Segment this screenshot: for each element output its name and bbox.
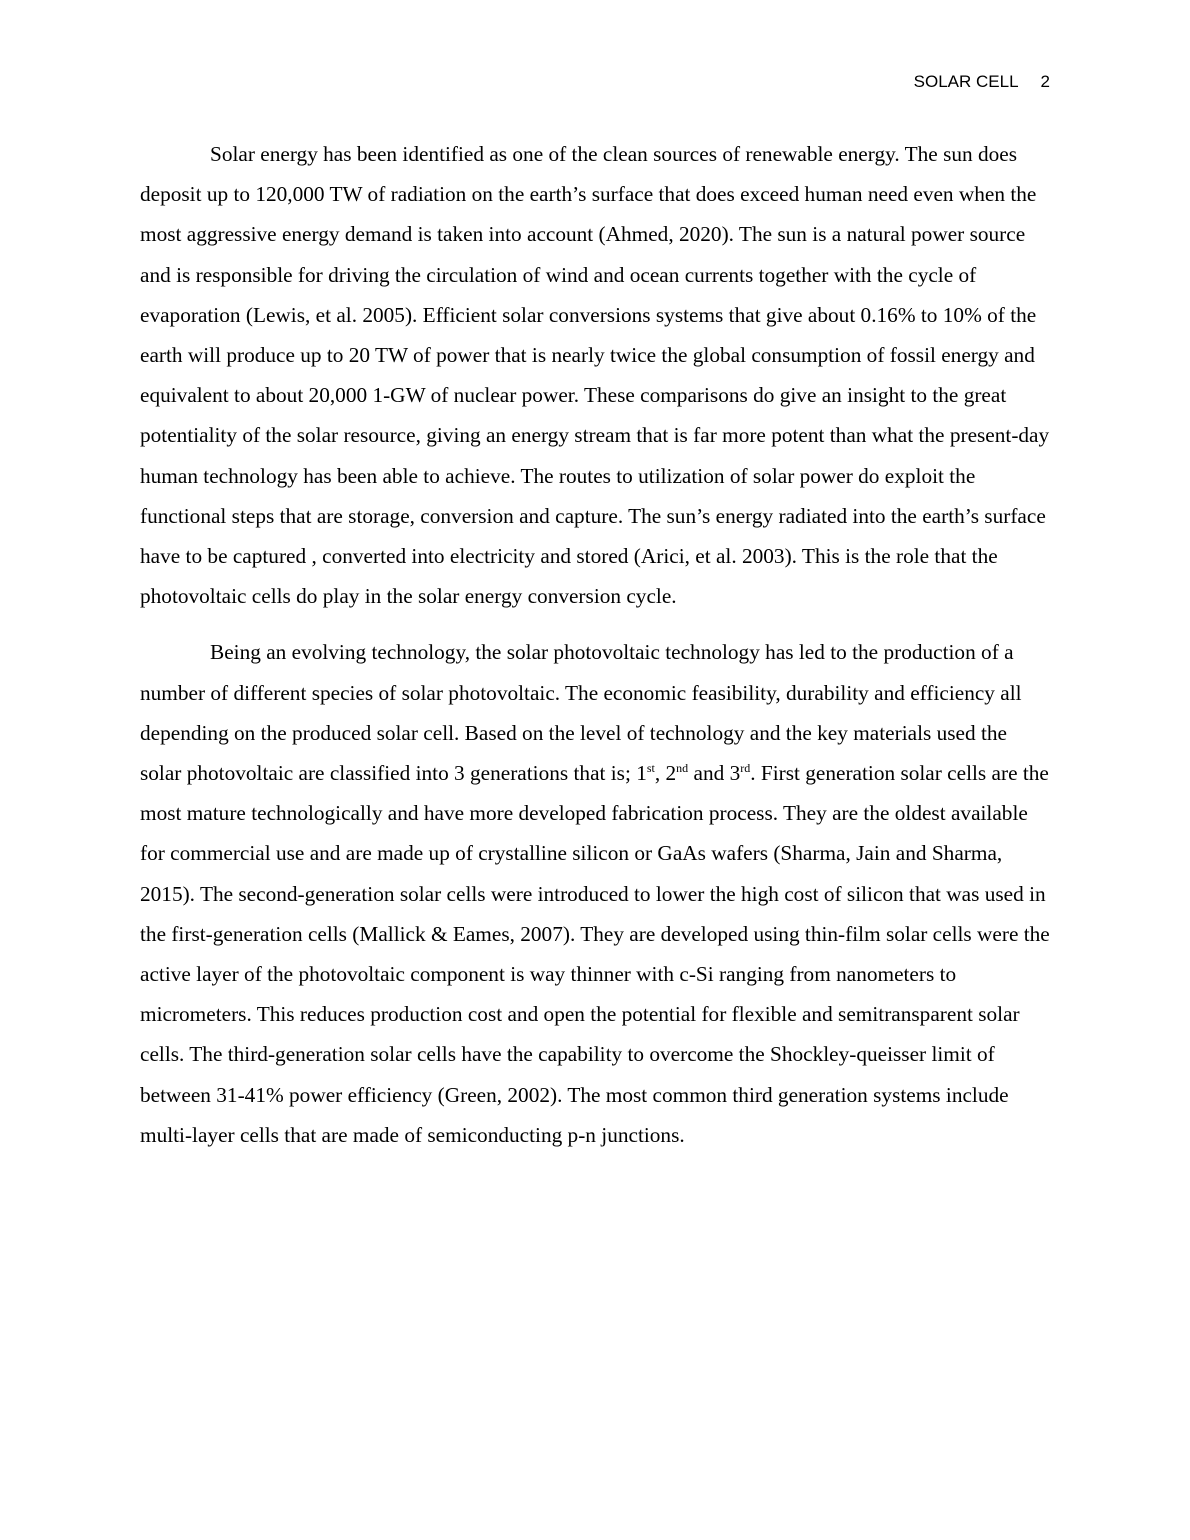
paragraph-2-rest: . First generation solar cells are the most mature technologically and have more developed fabrication process. They are the oldest available for commercial use and are made up of crystalline silicon or GaAs wafers (Sharma, Jain and Sharma, 2015). The second-generation solar cells were introduced to lower the high cost of silicon that was used in the first-generation cells (Mallick & Eames, 2007). They are developed using thin-film solar cells were the active layer of the photovoltaic component is way thinner with c-Si ranging from nanometers to micrometers. This reduces production cost and open the potential for flexible and semitransparent solar cells. The third-generation solar cells have the capability to overcome the Shockley-queisser limit of between 31-41% power efficiency (Green, 2002). The most common third generation systems include multi-layer cells that are made of semiconducting p-n junctions. — [140, 761, 1050, 1147]
running-head-title: SOLAR CELL — [913, 72, 1019, 91]
document-body — [140, 134, 1052, 1155]
running-head — [914, 72, 1050, 92]
superscript-nd: nd — [676, 761, 689, 776]
paragraph-1: Solar energy has been identified as one of the clean sources of renewable energy. The sun does deposit up to 120,000 TW of radiation on the earth’s surface that does exceed human need even when the most aggressive energy demand is taken into account (Ahmed, 2020). The sun is a natural power source and is responsible for driving the circulation of wind and ocean currents together with the cycle of evaporation (Lewis, et al. 2005). Efficient solar conversions systems that give about 0.16% to 10% of the earth will produce up to 20 TW of power that is nearly twice the global consumption of fossil energy and equivalent to about 20,000 1-GW of nuclear power. These comparisons do give an insight to the great potentiality of the solar resource, giving an energy stream that is far more potent than what the present-day human technology has been able to achieve. The routes to utilization of solar power do exploit the functional steps that are storage, conversion and capture. The sun’s energy radiated into the earth’s surface have to be captured , converted into electricity and stored (Arici, et al. 2003). This is the role that the photovoltaic cells do play in the solar energy conversion cycle. — [140, 142, 1050, 609]
paragraph-2-sep2: and 3 — [688, 761, 741, 786]
paragraph-2-sep1: , 2 — [654, 761, 677, 786]
paragraph-2 — [140, 632, 1052, 1155]
paragraph-2-lead: Being an evolving technology, the solar photovoltaic technology has led to the production of a number of different species of solar photovoltaic. The economic feasibility, durability and efficiency all depending on the produced solar cell. Based on the level of technology and the key materials used the solar photovoltaic are classified into 3 generations that is; 1 — [140, 640, 1022, 786]
superscript-rd: rd — [740, 761, 751, 776]
page-number: 2 — [1040, 72, 1050, 91]
superscript-st: st — [646, 761, 655, 776]
